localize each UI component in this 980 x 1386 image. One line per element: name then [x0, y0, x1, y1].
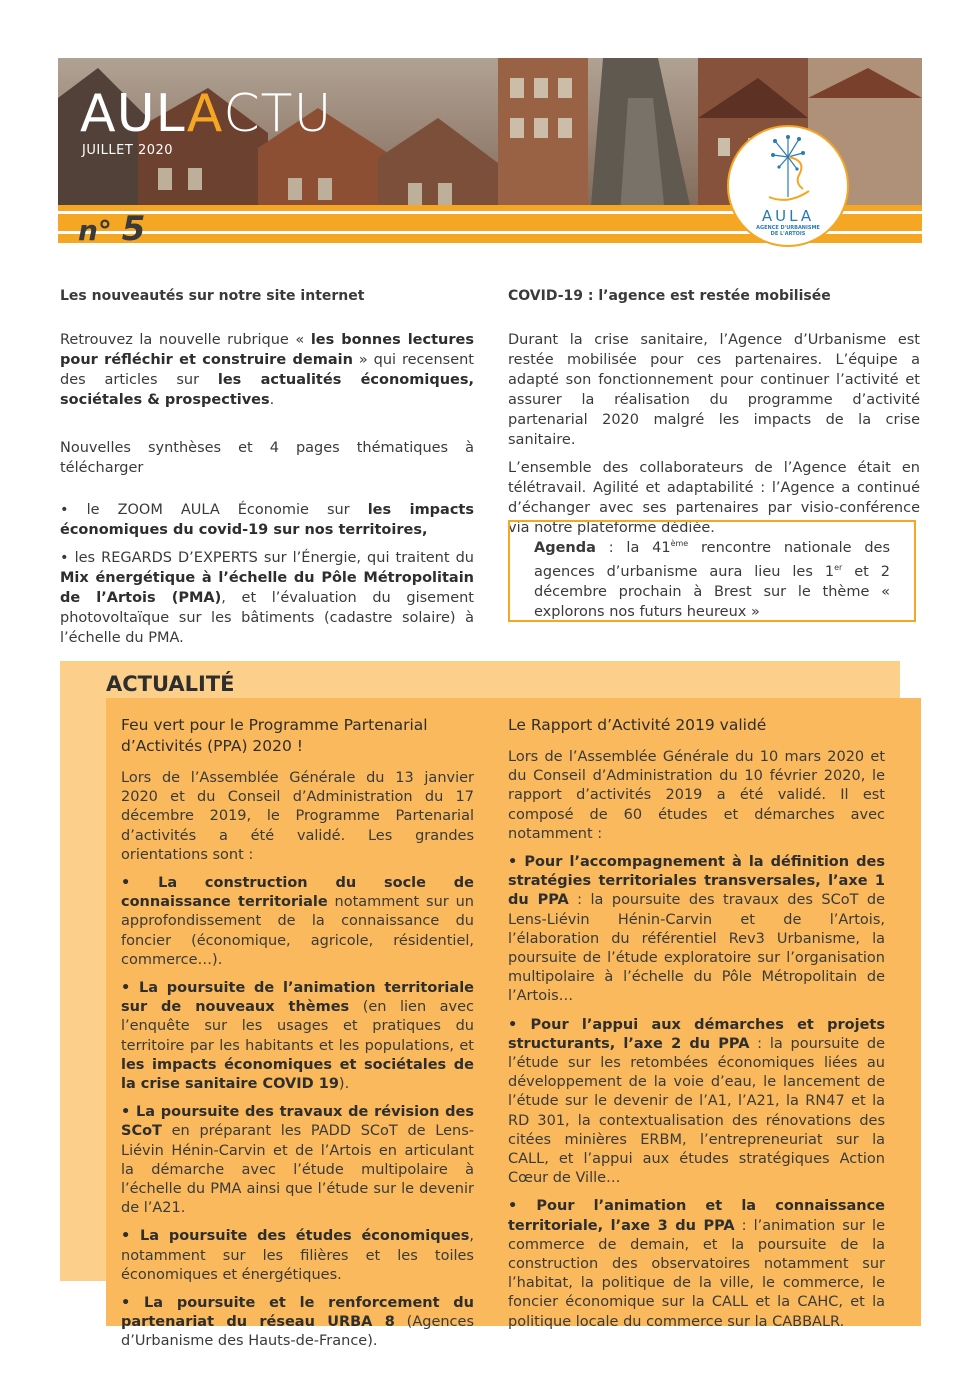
article-heading: Le Rapport d’Activité 2019 validé [508, 716, 767, 734]
orientation-item: • La poursuite des travaux de révision des SCoT en préparant les PADD SCoT de Lens-Liévin Hénin-Carvin et de l’Artois en articulant la démarche avec l’étude multipolaire à l’échelle du PMA ainsi que l’étude sur le devenir de l’A21. [121, 1104, 474, 1217]
section-subheading: Nouvelles synthèses et 4 pages thématiques à télécharger [60, 440, 474, 476]
covid-paragraph: Durant la crise sanitaire, l’Agence d’Urbanisme est restée mobilisée pour ces partenaires. L’équipe a adapté son fonctionnement pour continuer l’activité et assurer la réalisation du programme d’activité partenarial 2020 malgré les impacts de la crise sanitaire. [508, 332, 920, 448]
covid-paragraph: L’ensemble des collaborateurs de l’Agence était en télétravail. Agilité et adaptabilité : l’Agence a continué d’échanger avec ses partenaires par visio-conférence via notre plateforme dédiée. [508, 460, 920, 536]
issue-number: n° 5 [78, 209, 146, 249]
right-column [508, 286, 920, 546]
orientation-item: • La construction du socle de connaissance territoriale notamment sur un approfondissement de la connaissance du foncier (économique, agricole, résidentiel, commerce…). [121, 875, 474, 968]
article-heading: Feu vert pour le Programme Partenarial d’Activités (PPA) 2020 ! [121, 716, 428, 755]
issue-date: JUILLET 2020 [82, 143, 174, 158]
bullet-item: • les REGARDS D’EXPERTS sur l’Énergie, qui traitent du Mix énergétique à l’échelle du Pôle Métropolitain de l’Artois (PMA), et l’évaluation du gisement photovoltaïque sur les bâtiments (cadastre solaire) à l’échelle du PMA. [60, 550, 474, 646]
dandelion-icon [729, 127, 847, 207]
aula-logo [727, 125, 849, 247]
section-heading: COVID-19 : l’agence est restée mobilisée [508, 288, 831, 304]
actualite-title: ACTUALITÉ [106, 672, 235, 696]
orientation-item: • La poursuite de l’animation territoriale sur de nouveaux thèmes (en lien avec l’enquête sur les usages et pratiques du territoire par les habitants et les populations, et les impacts économiques et sociétales de la crise sanitaire COVID 19). [121, 980, 475, 1093]
ppa-column [121, 715, 474, 1361]
logo-name: AULA [761, 207, 815, 225]
rapport-column [508, 715, 885, 1341]
newsletter-title: AULACTU [80, 84, 333, 144]
axis-item: • Pour l’animation et la connaissance territoriale, l’axe 3 du PPA : l’animation sur le commerce de demain, et la poursuite de la construction des observatoires notamment sur l’habitat, la politique de la ville, le commerce, le foncier économique sur la CALL et la CAHC, et la politique locale du commerce sur la CABBALR. [508, 1198, 885, 1330]
axis-item: • Pour l’appui aux démarches et projets structurants, l’axe 2 du PPA : la poursuite de l’étude sur les retombées économiques liées au développement de la voie d’eau, le lancement de l’étude sur le devenir de l’A1, l’A21, la RN47 et la RD 301, la contextualisation des rénovations des citées minières ERBM, l’entrepreneuriat sur la CALL, et l’appui aux études stratégiques Action Cœur de Ville… [508, 1016, 886, 1187]
bullet-item: • le ZOOM AULA Économie sur les impacts économiques du covid-19 sur nos territoires, [60, 502, 474, 538]
article-intro: Lors de l’Assemblée Générale du 10 mars 2020 et du Conseil d’Administration du 10 février 2020, le rapport d’activités 2019 a été validé. Il est composé de 60 études et démarches avec notamment : [508, 749, 885, 842]
orientation-item: • La poursuite des études économiques, notamment sur les filières et les toiles économiques et énergétiques. [121, 1228, 474, 1283]
orientation-item: • La poursuite et le renforcement du partenariat du réseau URBA 8 (Agences d’Urbanisme des Hauts-de-France). [121, 1295, 474, 1350]
site-news-paragraph: Retrouvez la nouvelle rubrique « les bonnes lectures pour réfléchir et construire demain » qui recensent des articles sur les actualités économiques, sociétales & prospectives. [60, 332, 475, 408]
agenda-box: Agenda : la 41ème rencontre nationale des agences d’urbanisme aura lieu les 1er et 2 décembre prochain à Brest sur le thème « explorons nos futurs heureux » [508, 520, 916, 622]
section-heading: Les nouveautés sur notre site internet [60, 288, 365, 304]
logo-subtitle: AGENCE D'URBANISME DE L'ARTOIS [756, 225, 820, 237]
axis-item: • Pour l’accompagnement à la définition des stratégies territoriales transversales, l’axe 1 du PPA : la poursuite des travaux des SCoT de Lens-Liévin Hénin-Carvin et de l’Artois, l’élaboration du référentiel Rev3 Urbanisme, la poursuite de l’étude exploratoire sur l’organisation multipolaire à l’échelle du Pôle Métropolitain de l’Artois… [508, 854, 885, 1005]
article-intro: Lors de l’Assemblée Générale du 13 janvier 2020 et du Conseil d’Administration du 17 décembre 2019, le Programme Partenarial d’activités a été validé. Les grandes orientations sont : [121, 770, 474, 863]
left-column [60, 286, 474, 656]
